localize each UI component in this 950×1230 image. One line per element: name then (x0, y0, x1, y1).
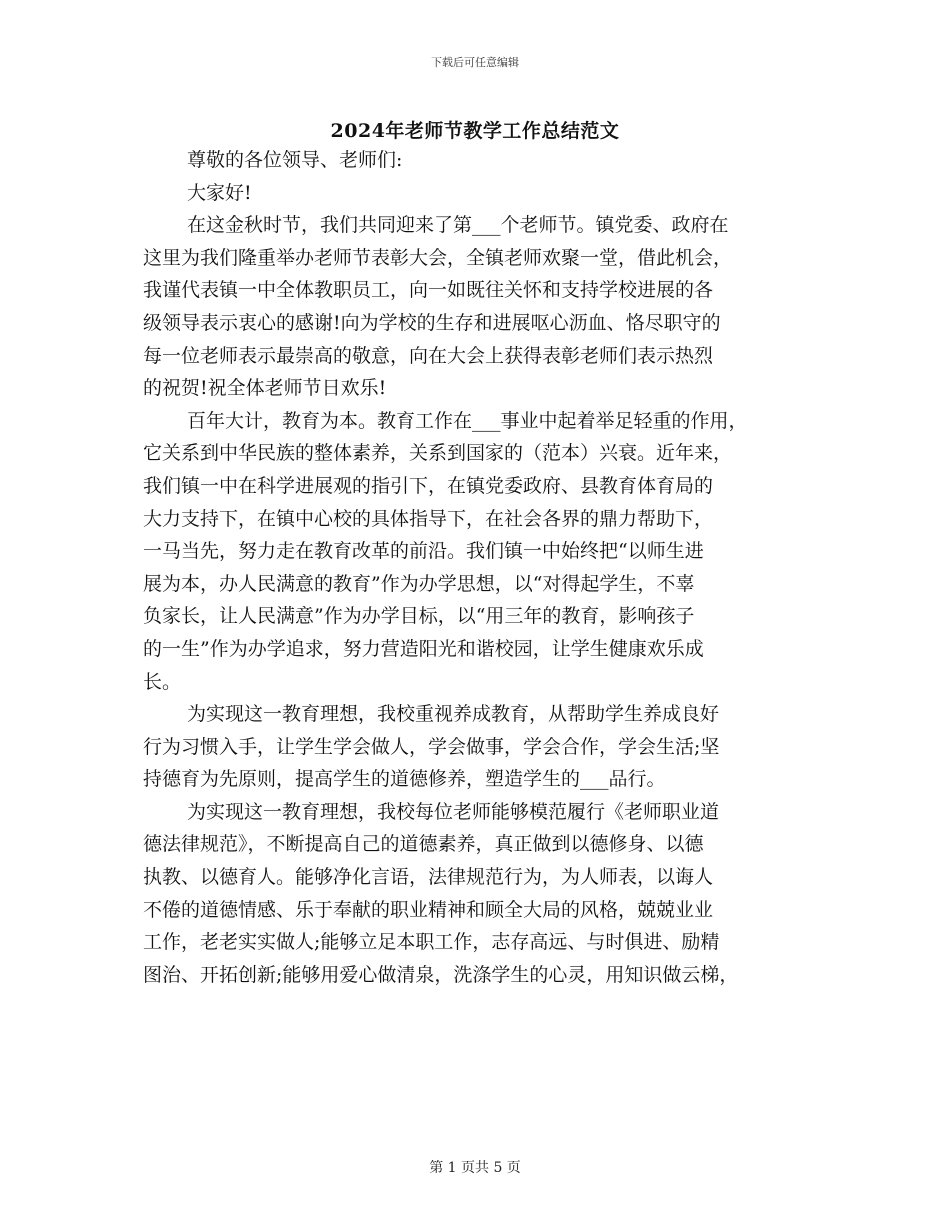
paragraph-4-line-3: 执教、以德育人。能够净化言语，法律规范行为，为人师表，以诲人 (143, 866, 714, 889)
paragraph-2-line-3: 我们镇一中在科学进展观的指引下，在镇党委政府、县教育体育局的 (143, 474, 714, 497)
paragraph-4-line-5: 工作，老老实实做人;能够立足本职工作，志存高远、与时俱进、励精 (143, 931, 720, 954)
paragraph-1-line-5: 每一位老师表示最崇高的敬意，向在大会上获得表彰老师们表示热烈 (143, 344, 714, 367)
page-header-note: 下载后可任意编辑 (431, 56, 519, 69)
greeting-line: 大家好! (187, 181, 252, 204)
paragraph-3-line-3: 持德育为先原则，提高学生的道德修养，塑造学生的___品行。 (143, 768, 666, 791)
paragraph-1-line-4: 级领导表示衷心的感谢!向为学校的生存和进展呕心沥血、恪尽职守的 (143, 311, 721, 334)
paragraph-3-line-1: 为实现这一教育理想，我校重视养成教育，从帮助学生养成良好 (187, 703, 720, 726)
paragraph-4-line-4: 不倦的道德情感、乐于奉献的职业精神和顾全大局的风格，兢兢业业 (143, 898, 714, 921)
paragraph-2-line-1: 百年大计，教育为本。教育工作在___事业中起着举足轻重的作用， (187, 409, 748, 432)
paragraph-4-line-2: 德法律规范》，不断提高自己的道德素养，真正做到以德修身、以德 (143, 833, 704, 856)
paragraph-4-line-1: 为实现这一教育理想，我校每位老师能够模范履行《老师职业道 (187, 800, 720, 823)
paragraph-2-line-5: 一马当先，努力走在教育改革的前沿。我们镇一中始终把“以师生进 (143, 540, 704, 563)
paragraph-1-line-2: 这里为我们隆重举办老师节表彰大会，全镇老师欢聚一堂，借此机会， (143, 246, 733, 269)
paragraph-2-line-8: 的一生”作为办学追求，努力营造阳光和谐校园，让学生健康欢乐成 (143, 637, 704, 660)
paragraph-3-line-2: 行为习惯入手，让学生学会做人，学会做事，学会合作，学会生活;坚 (143, 735, 720, 758)
paragraph-1-line-3: 我谨代表镇一中全体教职员工，向一如既往关怀和支持学校进展的各 (143, 279, 714, 302)
paragraph-2-line-4: 大力支持下，在镇中心校的具体指导下，在社会各界的鼎力帮助下， (143, 507, 714, 530)
paragraph-1-line-1: 在这金秋时节，我们共同迎来了第___个老师节。镇党委、政府在 (187, 214, 729, 237)
paragraph-4-line-6: 图治、开拓创新;能够用爱心做清泉，洗涤学生的心灵，用知识做云梯， (143, 963, 739, 986)
page-number-footer: 第 1 页共 5 页 (429, 1160, 521, 1176)
document-title: 2024年老师节教学工作总结范文 (330, 120, 620, 142)
paragraph-2-line-6: 展为本，办人民满意的教育”作为办学思想，以“对得起学生，不辜 (143, 572, 695, 595)
salutation-line: 尊敬的各位领导、老师们: (187, 149, 403, 171)
document-body (143, 144, 811, 991)
paragraph-1-line-6: 的祝贺!祝全体老师节日欢乐! (143, 377, 387, 400)
paragraph-2-line-2: 它关系到中华民族的整体素养，关系到国家的（范本）兴衰。近年来， (143, 442, 733, 465)
paragraph-2-line-9: 长。 (143, 670, 182, 693)
paragraph-2-line-7: 负家长，让人民满意”作为办学目标，以“用三年的教育，影响孩子 (143, 605, 695, 628)
